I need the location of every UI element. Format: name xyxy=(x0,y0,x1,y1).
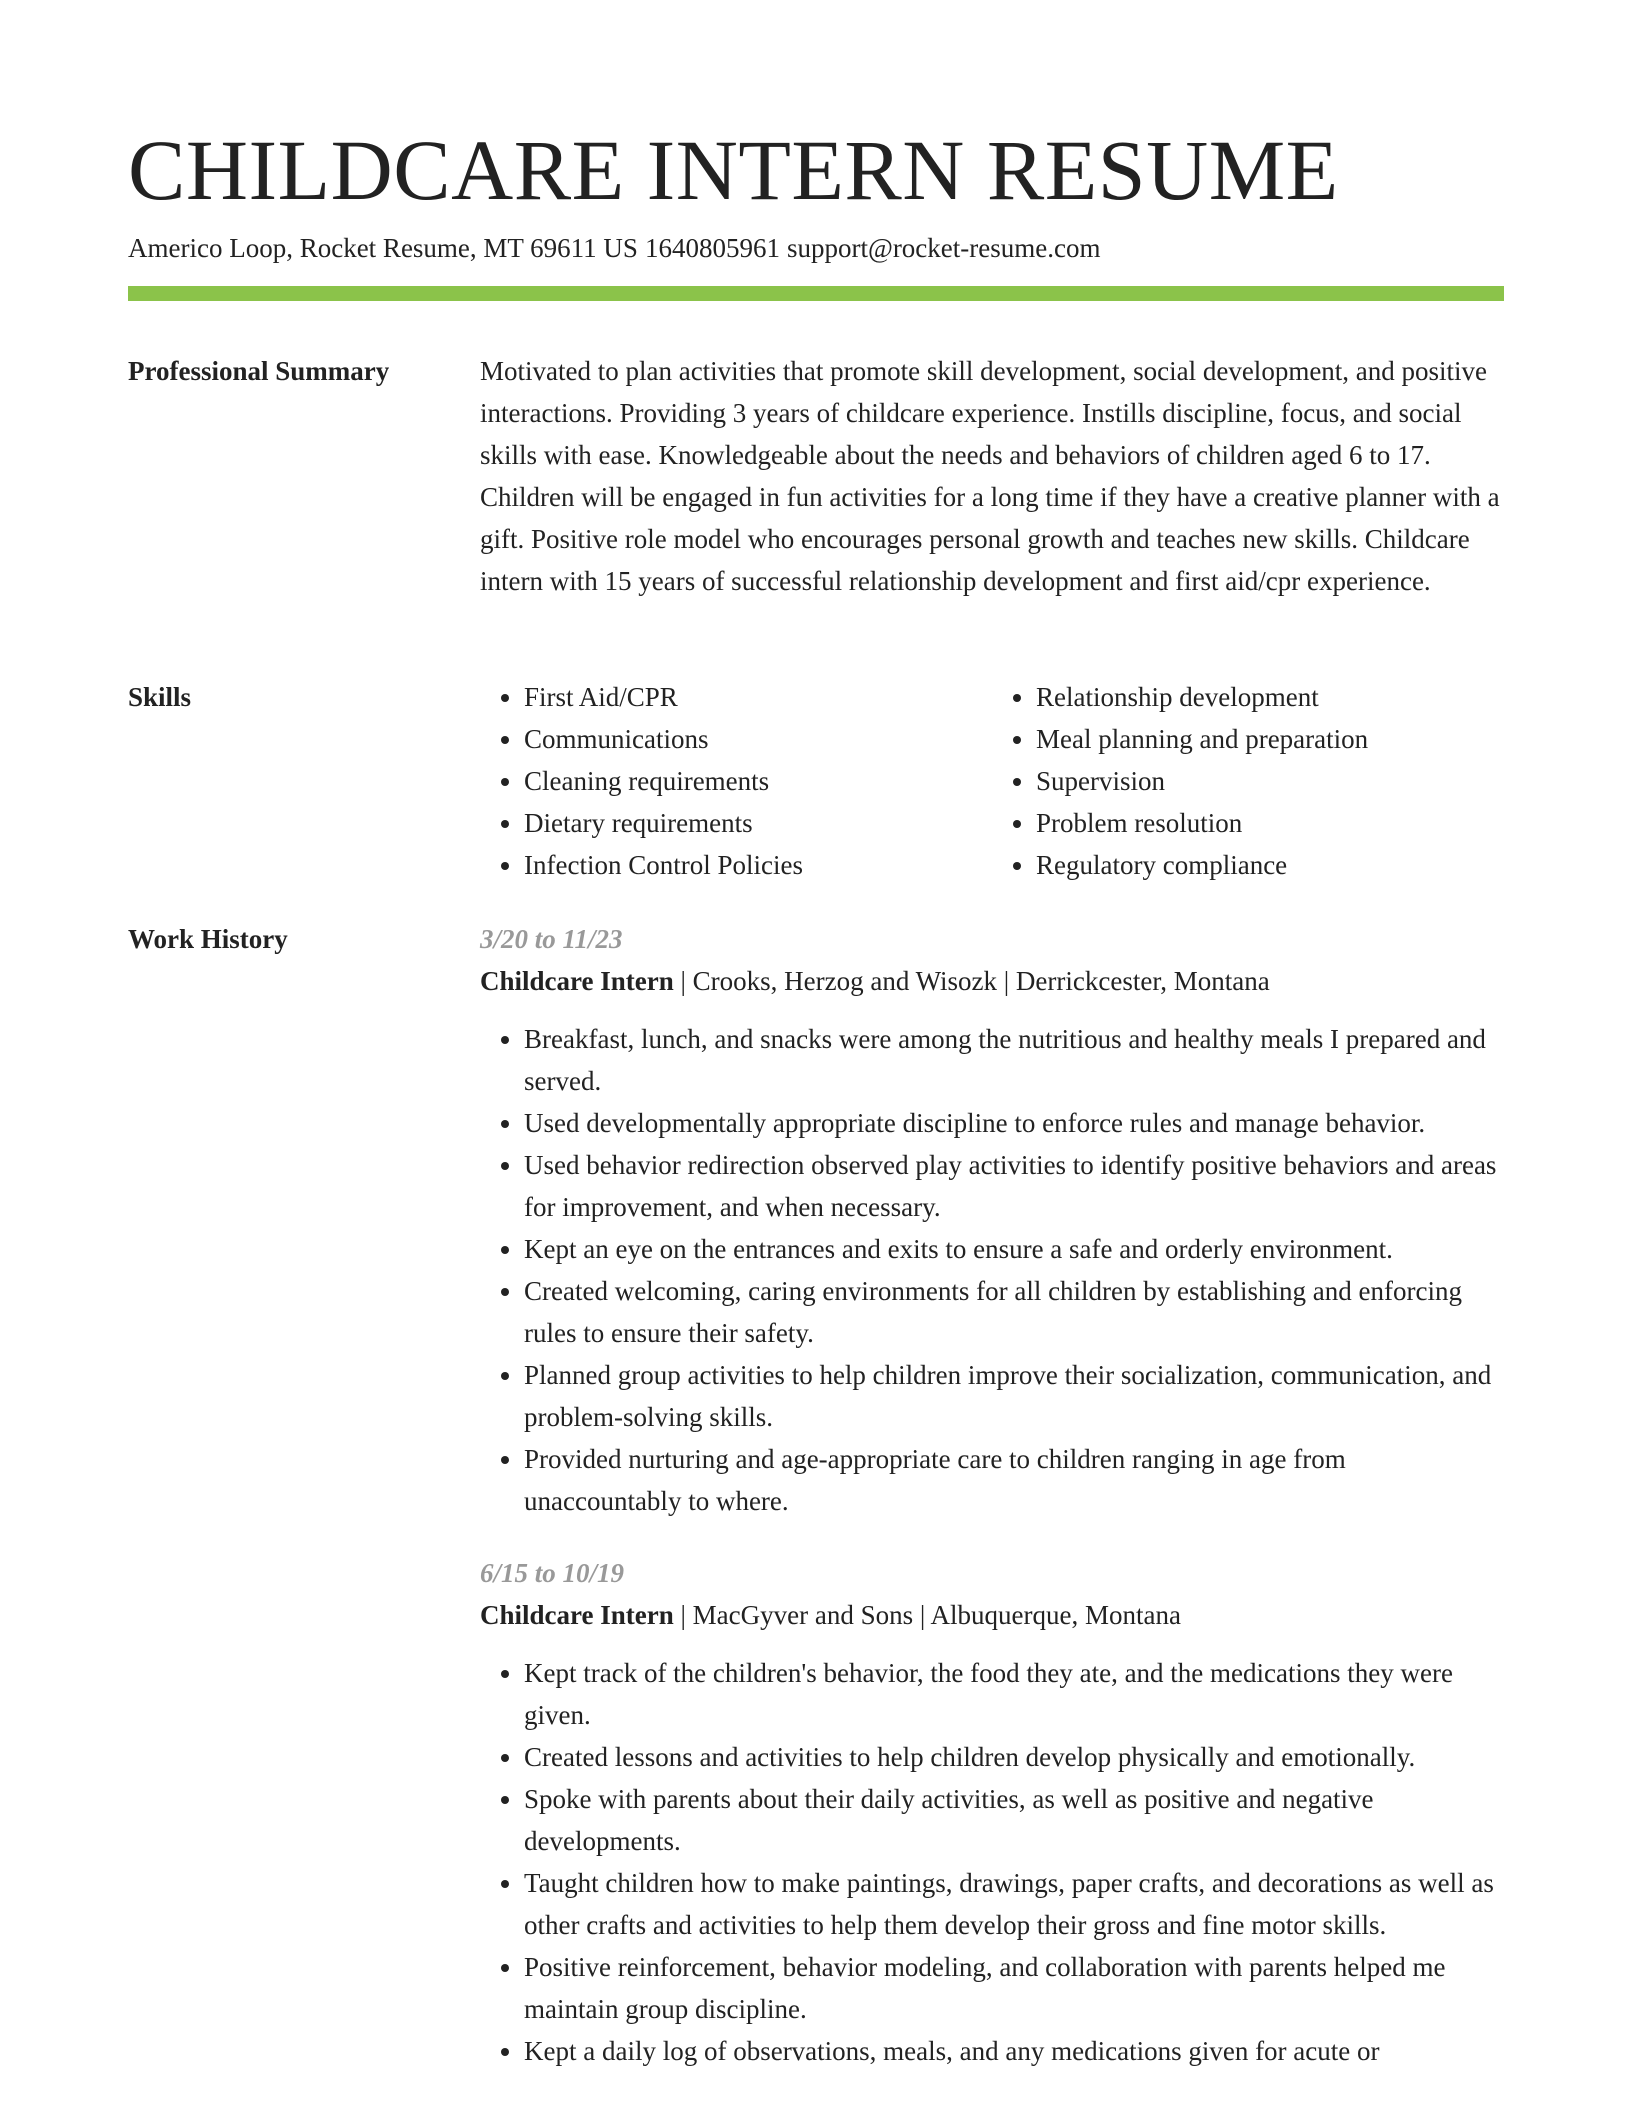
skills-list-right xyxy=(992,676,1504,886)
job-duty: • Used developmentally appropriate discipline to enforce rules and manage behavior. xyxy=(524,1102,1504,1144)
job-date: 6/15 to 10/19 xyxy=(480,1558,625,1588)
job-duty: • Created lessons and activities to help children develop physically and emotionally. xyxy=(524,1736,1504,1778)
job-details: | MacGyver and Sons | Albuquerque, Montana xyxy=(673,1600,1181,1630)
skill-item: • Cleaning requirements xyxy=(524,760,992,802)
skill-item: • Dietary requirements xyxy=(524,802,992,844)
job-duty: • Provided nurturing and age-appropriate care to children ranging in age from unaccountably to where. xyxy=(524,1438,1504,1522)
job-heading xyxy=(480,1594,1504,1636)
job-duty: • Created welcoming, caring environments for all children by establishing and enforcing rules to ensure their safety. xyxy=(524,1270,1504,1354)
job-duties-list xyxy=(480,1652,1504,2072)
job-heading xyxy=(480,960,1504,1002)
skills-list-left xyxy=(480,676,992,886)
skill-item: • Problem resolution xyxy=(1036,802,1504,844)
job-duties-list xyxy=(480,1018,1504,1522)
summary-label: Professional Summary xyxy=(128,356,390,386)
contact-address: Americo Loop, Rocket Resume, MT 69611 US xyxy=(128,233,638,263)
job-title: Childcare Intern xyxy=(480,1600,674,1630)
job-title: Childcare Intern xyxy=(480,966,674,996)
job-entry xyxy=(480,918,1504,1522)
job-details: | Crooks, Herzog and Wisozk | Derrickcester, Montana xyxy=(673,966,1270,996)
skill-item: • Supervision xyxy=(1036,760,1504,802)
skill-item: • Communications xyxy=(524,718,992,760)
job-duty: • Spoke with parents about their daily activities, as well as positive and negative developments. xyxy=(524,1778,1504,1862)
job-duty: • Planned group activities to help children improve their socialization, communication, and problem-solving skills. xyxy=(524,1354,1504,1438)
job-duty: • Positive reinforcement, behavior modeling, and collaboration with parents helped me maintain group discipline. xyxy=(524,1946,1504,2030)
summary-content xyxy=(480,350,1504,602)
summary-text: Motivated to plan activities that promote skill development, social development, and positive interactions. Providing 3 years of childcare experience. Instills discipline, focus, and social skills with ease. Knowledgeable about the needs and behaviors of children aged 6 to 17. Children will be engaged in fun activities for a long time if they have a creative planner with a gift. Positive role model who encourages personal growth and teaches new skills. Childcare intern with 15 years of successful relationship development and first aid/cpr experience. xyxy=(480,356,1500,596)
work-history-label: Work History xyxy=(128,924,288,954)
skill-item: • First Aid/CPR xyxy=(524,676,992,718)
skill-item: • Infection Control Policies xyxy=(524,844,992,886)
job-date: 3/20 to 11/23 xyxy=(480,924,623,954)
skill-item: • Relationship development xyxy=(1036,676,1504,718)
contact-line xyxy=(128,230,1100,266)
header-divider xyxy=(128,286,1504,301)
resume-title: CHILDCARE INTERN RESUME xyxy=(128,122,1339,218)
contact-email: support@rocket-resume.com xyxy=(786,233,1101,263)
job-duty: • Taught children how to make paintings, drawings, paper crafts, and decorations as well as other crafts and activities to help them develop their gross and fine motor skills. xyxy=(524,1862,1504,1946)
skill-item: • Meal planning and preparation xyxy=(1036,718,1504,760)
job-entry xyxy=(480,1552,1504,2072)
work-history-content xyxy=(480,918,1504,2102)
job-duty: • Kept a daily log of observations, meals, and any medications given for acute or xyxy=(524,2030,1504,2072)
contact-phone: 1640805961 xyxy=(644,233,780,263)
job-duty: • Kept an eye on the entrances and exits to ensure a safe and orderly environment. xyxy=(524,1228,1504,1270)
skills-label: Skills xyxy=(128,682,192,712)
job-duty: • Kept track of the children's behavior, the food they ate, and the medications they were given. xyxy=(524,1652,1504,1736)
job-duty: • Breakfast, lunch, and snacks were among the nutritious and healthy meals I prepared and served. xyxy=(524,1018,1504,1102)
skill-item: • Regulatory compliance xyxy=(1036,844,1504,886)
job-duty: • Used behavior redirection observed play activities to identify positive behaviors and areas for improvement, and when necessary. xyxy=(524,1144,1504,1228)
skills-content xyxy=(480,676,1504,886)
